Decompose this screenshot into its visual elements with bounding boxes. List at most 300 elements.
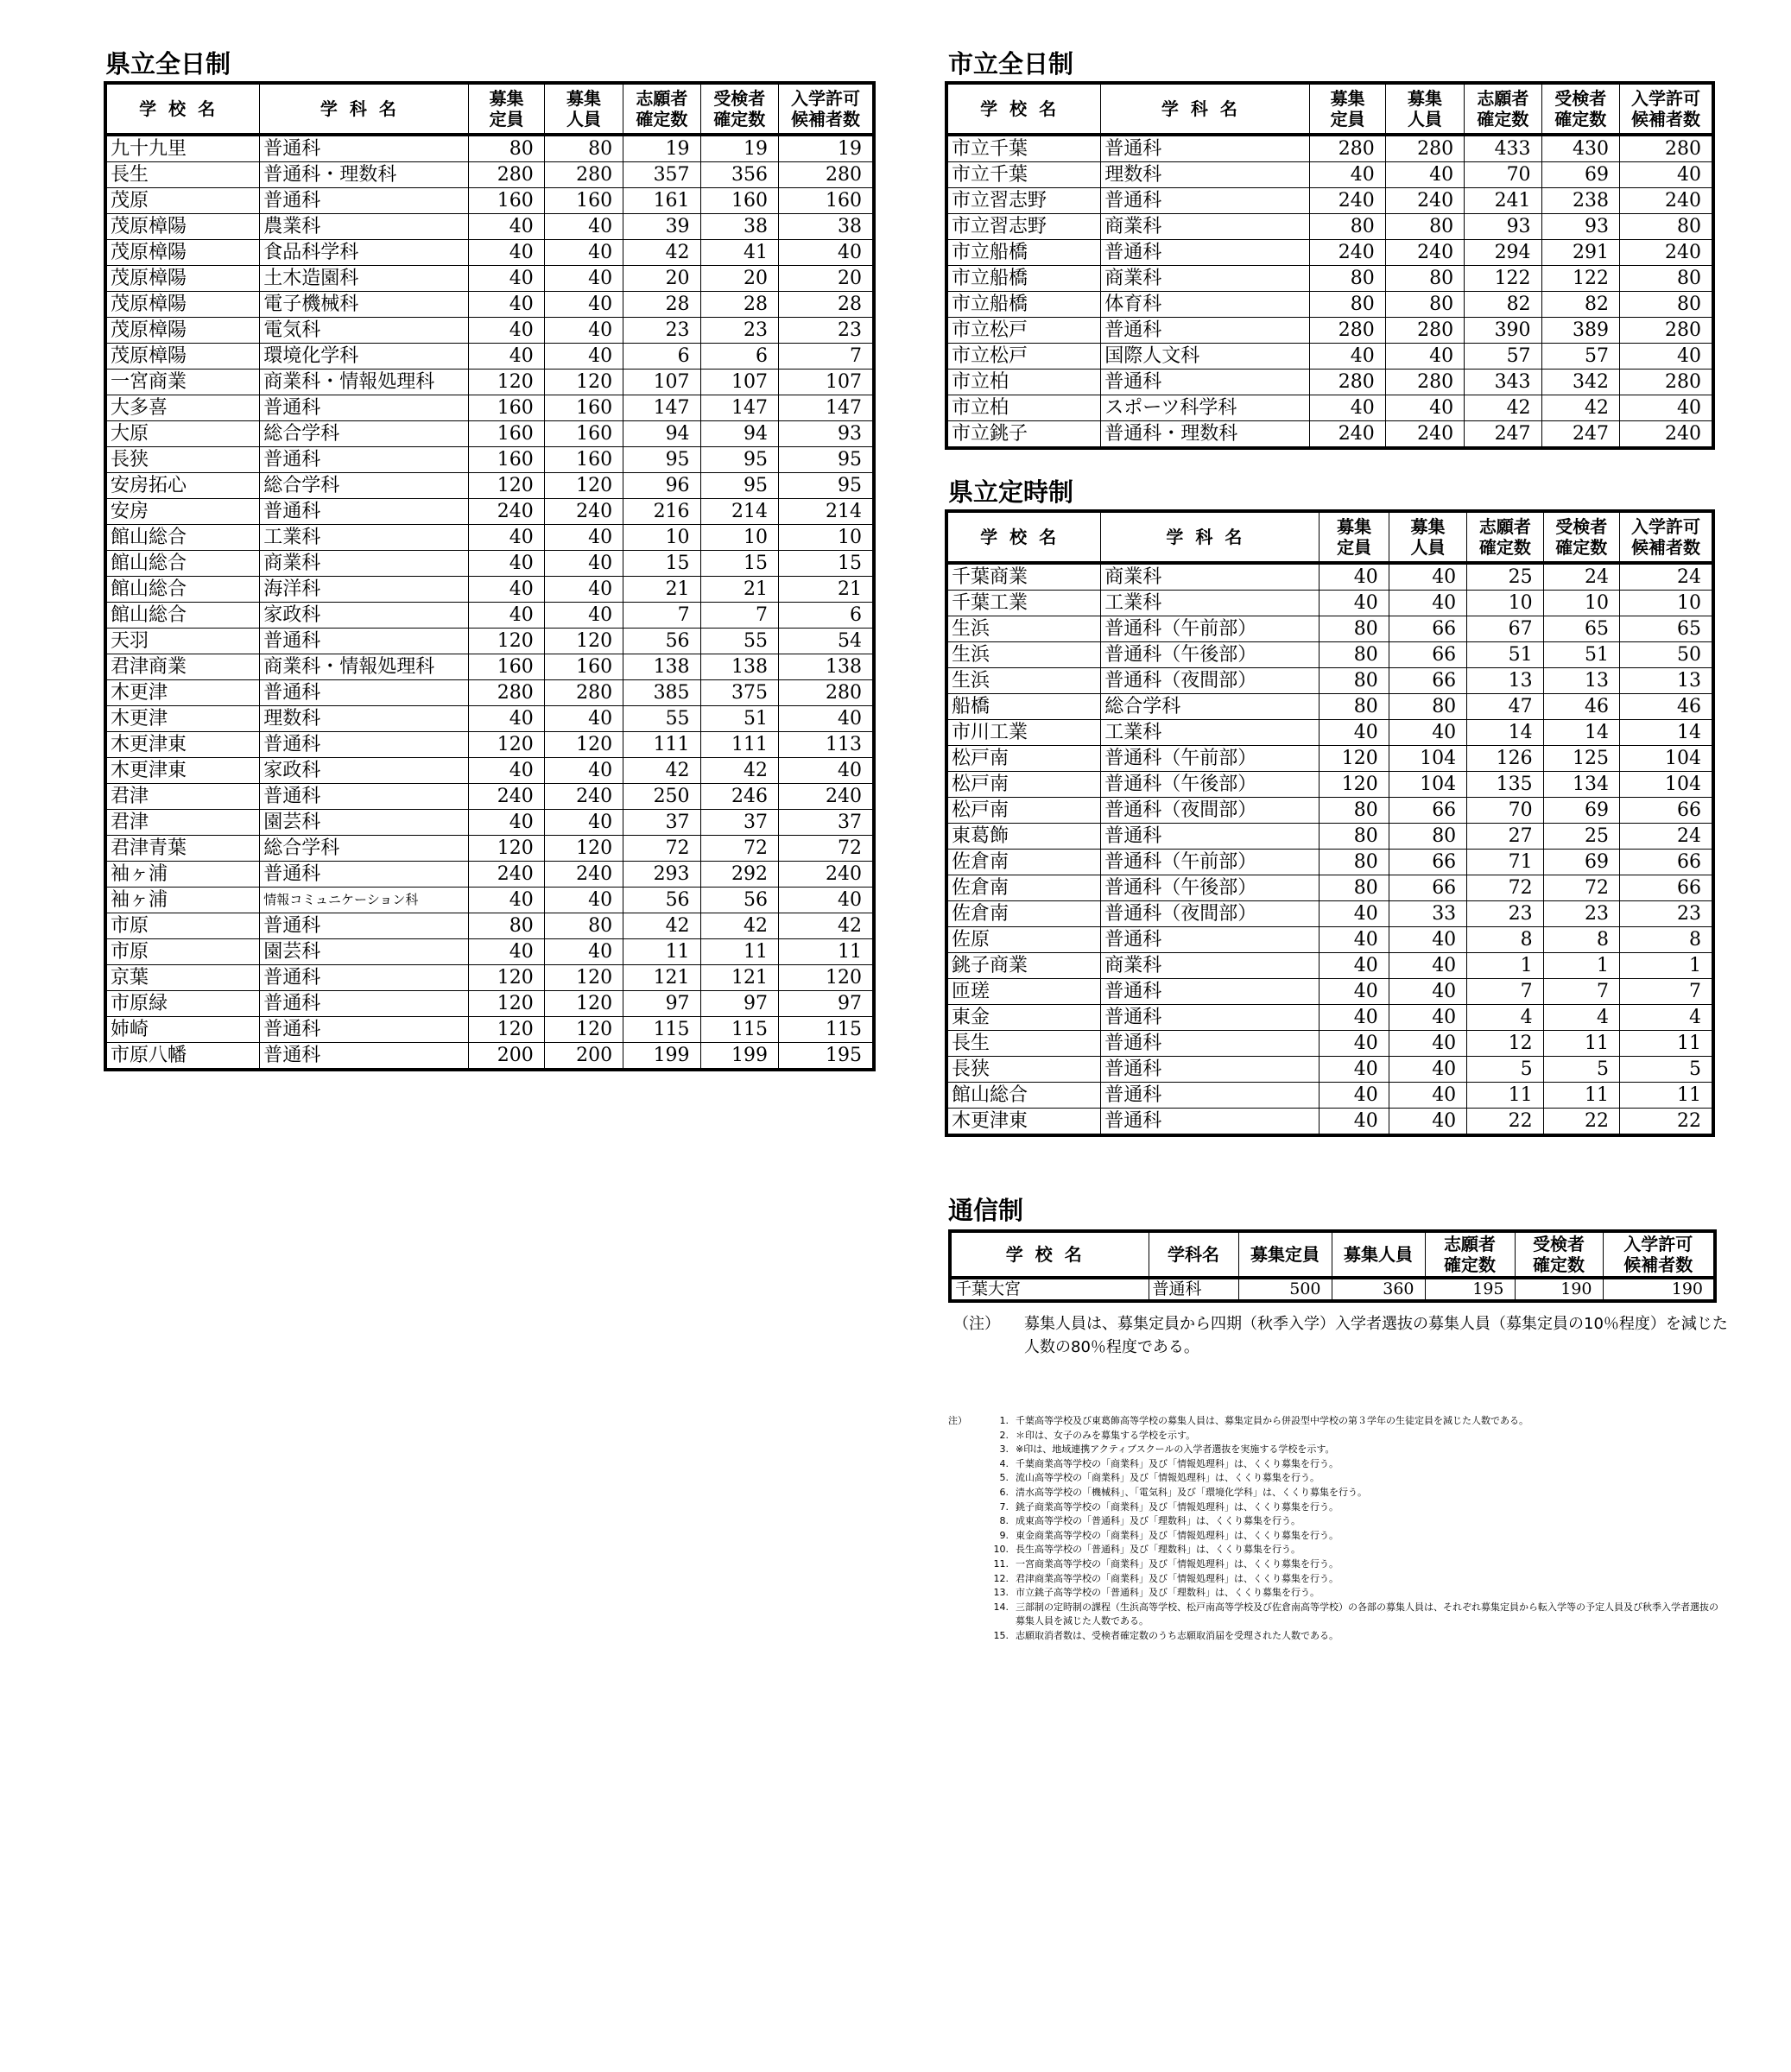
admitted-cell: 38 — [778, 214, 874, 240]
applicants-cell: 70 — [1467, 798, 1543, 824]
examinees-cell: 93 — [1541, 214, 1619, 240]
table-row — [105, 135, 874, 162]
footnote-number: 10. — [993, 1544, 1009, 1556]
department-name-cell: 普通科（午前部） — [1101, 746, 1320, 772]
department-name-cell: 普通科 — [260, 629, 469, 654]
school-name-cell: 生浜 — [946, 642, 1101, 668]
examinees-cell: 356 — [700, 162, 778, 188]
header-school-name: 学校名 — [950, 1231, 1149, 1278]
admitted-cell: 147 — [778, 395, 874, 421]
school-name-cell: 君津商業 — [105, 654, 260, 680]
school-name-cell: 佐倉南 — [946, 901, 1101, 927]
admitted-cell: 280 — [778, 162, 874, 188]
applicants-cell: 10 — [1467, 591, 1543, 616]
examinees-cell: 7 — [700, 603, 778, 629]
capacity-cell: 120 — [1320, 746, 1389, 772]
recruitment-cell: 160 — [544, 188, 623, 214]
applicants-cell: 39 — [623, 214, 700, 240]
table-row — [105, 862, 874, 888]
capacity-cell: 40 — [1320, 563, 1389, 591]
applicants-cell: 96 — [623, 473, 700, 499]
department-name-cell: 普通科・理数科 — [260, 162, 469, 188]
table-row — [105, 836, 874, 862]
table-row — [946, 266, 1713, 292]
department-name-cell: 商業科・情報処理科 — [260, 654, 469, 680]
footnote-item — [948, 1486, 1725, 1500]
school-name-cell: 佐倉南 — [946, 875, 1101, 901]
applicants-cell: 72 — [1467, 875, 1543, 901]
school-name-cell: 館山総合 — [946, 1083, 1101, 1109]
school-name-cell: 茂原樟陽 — [105, 318, 260, 344]
admitted-cell: 21 — [778, 577, 874, 603]
department-name-cell: 総合学科 — [260, 473, 469, 499]
capacity-cell: 80 — [1310, 292, 1385, 318]
header-admitted: 入学許可 候補者数 — [1619, 511, 1713, 563]
applicants-cell: 390 — [1465, 318, 1541, 344]
examinees-cell: 147 — [700, 395, 778, 421]
header-department-name: 学科名 — [1101, 511, 1320, 563]
examinees-cell: 21 — [700, 577, 778, 603]
capacity-cell: 40 — [1320, 927, 1389, 953]
table-row — [946, 421, 1713, 449]
capacity-cell: 40 — [469, 240, 544, 266]
capacity-cell: 280 — [1310, 370, 1385, 395]
examinees-cell: 46 — [1543, 694, 1619, 720]
recruitment-cell: 80 — [1389, 694, 1466, 720]
recruitment-cell: 160 — [544, 654, 623, 680]
department-name-cell: 普通科 — [1101, 1057, 1320, 1083]
school-name-cell: 市立銚子 — [946, 421, 1101, 449]
school-name-cell: 市立船橋 — [946, 240, 1101, 266]
table-row — [946, 395, 1713, 421]
table-row — [105, 162, 874, 188]
recruitment-cell: 80 — [1385, 214, 1464, 240]
department-name-cell: 普通科 — [260, 680, 469, 706]
admitted-cell: 42 — [778, 913, 874, 939]
applicants-cell: 111 — [623, 732, 700, 758]
school-name-cell: 一宮商業 — [105, 370, 260, 395]
recruitment-cell: 200 — [544, 1043, 623, 1071]
table-row — [105, 706, 874, 732]
school-name-cell: 船橋 — [946, 694, 1101, 720]
department-name-cell: 普通科 — [260, 1017, 469, 1043]
examinees-cell: 82 — [1541, 292, 1619, 318]
footnote-text: 長生高等学校の「普通科」及び「理数科」は、くくり募集を行う。 — [1016, 1544, 1301, 1556]
footnote-item — [948, 1414, 1725, 1429]
admitted-cell: 7 — [1619, 979, 1713, 1005]
capacity-cell: 80 — [469, 135, 544, 162]
capacity-cell: 160 — [469, 395, 544, 421]
capacity-cell: 120 — [469, 836, 544, 862]
applicants-cell: 28 — [623, 292, 700, 318]
recruitment-cell: 240 — [544, 862, 623, 888]
recruitment-cell: 40 — [544, 551, 623, 577]
examinees-cell: 7 — [1543, 979, 1619, 1005]
department-name-cell: 商業科 — [1101, 266, 1310, 292]
department-name-cell: 普通科 — [260, 913, 469, 939]
admitted-cell: 113 — [778, 732, 874, 758]
applicants-cell: 5 — [1467, 1057, 1543, 1083]
capacity-cell: 160 — [469, 421, 544, 447]
applicants-cell: 23 — [623, 318, 700, 344]
admitted-cell: 22 — [1619, 1109, 1713, 1136]
admitted-cell: 104 — [1619, 746, 1713, 772]
applicants-cell: 20 — [623, 266, 700, 292]
admitted-cell: 24 — [1619, 824, 1713, 850]
recruitment-cell: 66 — [1389, 642, 1466, 668]
school-name-cell: 銚子商業 — [946, 953, 1101, 979]
admitted-cell: 240 — [1619, 421, 1713, 449]
applicants-cell: 385 — [623, 680, 700, 706]
examinees-cell: 72 — [1543, 875, 1619, 901]
table-row — [105, 732, 874, 758]
school-name-cell: 松戸南 — [946, 798, 1101, 824]
capacity-cell: 120 — [469, 965, 544, 991]
recruitment-cell: 40 — [544, 888, 623, 913]
recruitment-cell: 40 — [544, 810, 623, 836]
recruitment-cell: 280 — [1385, 370, 1464, 395]
school-name-cell: 茂原 — [105, 188, 260, 214]
table-row — [105, 395, 874, 421]
department-name-cell: 普通科 — [260, 1043, 469, 1071]
recruitment-cell: 66 — [1389, 875, 1466, 901]
department-name-cell: 商業科 — [1101, 214, 1310, 240]
admitted-cell: 107 — [778, 370, 874, 395]
table-row — [105, 965, 874, 991]
footnote-number: 14. — [993, 1601, 1009, 1613]
applicants-cell: 294 — [1465, 240, 1541, 266]
footnote-text: 市立銚子高等学校の「普通科」及び「理数科」は、くくり募集を行う。 — [1016, 1587, 1320, 1599]
school-name-cell: 市原緑 — [105, 991, 260, 1017]
applicants-cell: 23 — [1467, 901, 1543, 927]
header-applicants: 志願者 確定数 — [1425, 1231, 1515, 1278]
recruitment-cell: 160 — [544, 421, 623, 447]
footnote-text: 千葉高等学校及び東葛飾高等学校の募集人員は、募集定員から併設型中学校の第３学年の生徒定員を減じた人数である。 — [1016, 1415, 1528, 1426]
capacity-cell: 80 — [1310, 214, 1385, 240]
examinees-cell: 65 — [1543, 616, 1619, 642]
school-name-cell: 松戸南 — [946, 746, 1101, 772]
school-name-cell: 市原八幡 — [105, 1043, 260, 1071]
examinees-cell: 8 — [1543, 927, 1619, 953]
capacity-cell: 120 — [469, 370, 544, 395]
recruitment-cell: 40 — [544, 758, 623, 784]
examinees-cell: 122 — [1541, 266, 1619, 292]
department-name-cell: 普通科 — [1101, 824, 1320, 850]
admitted-cell: 214 — [778, 499, 874, 525]
department-name-cell: 普通科 — [260, 499, 469, 525]
applicants-cell: 94 — [623, 421, 700, 447]
recruitment-cell: 40 — [1389, 979, 1466, 1005]
table-row — [105, 447, 874, 473]
department-name-cell: 農業科 — [260, 214, 469, 240]
table-row — [105, 499, 874, 525]
school-name-cell: 東金 — [946, 1005, 1101, 1031]
department-name-cell: 工業科 — [260, 525, 469, 551]
admitted-cell: 11 — [1619, 1031, 1713, 1057]
department-name-cell: 土木造園科 — [260, 266, 469, 292]
school-name-cell: 市原 — [105, 913, 260, 939]
department-name-cell: 普通科（午後部） — [1101, 875, 1320, 901]
footnote-text: 三部制の定時制の課程（生浜高等学校、松戸南高等学校及び佐倉南高等学校）の各部の募集人員は、それぞれ募集定員から転入学等の予定人員及び秋季入学者選抜の募集人員を減じた人数である。 — [1016, 1601, 1718, 1627]
applicants-cell: 56 — [623, 888, 700, 913]
school-name-cell: 松戸南 — [946, 772, 1101, 798]
school-name-cell: 木更津東 — [946, 1109, 1101, 1136]
recruitment-cell: 120 — [544, 732, 623, 758]
admitted-cell: 14 — [1619, 720, 1713, 746]
admitted-cell: 104 — [1619, 772, 1713, 798]
school-name-cell: 千葉大宮 — [950, 1278, 1149, 1301]
admitted-cell: 72 — [778, 836, 874, 862]
recruitment-cell: 120 — [544, 473, 623, 499]
applicants-cell: 37 — [623, 810, 700, 836]
recruitment-cell: 280 — [544, 680, 623, 706]
footnote-item — [948, 1586, 1725, 1601]
examinees-cell: 51 — [1543, 642, 1619, 668]
department-name-cell: 総合学科 — [1101, 694, 1320, 720]
applicants-cell: 121 — [623, 965, 700, 991]
section-title-correspondence: 通信制 — [948, 1196, 1024, 1225]
applicants-cell: 11 — [1467, 1083, 1543, 1109]
department-name-cell: 普通科 — [1101, 240, 1310, 266]
school-name-cell: 市立習志野 — [946, 214, 1101, 240]
examinees-cell: 1 — [1543, 953, 1619, 979]
examinees-cell: 15 — [700, 551, 778, 577]
footnote-text: 一宮商業高等学校の「商業科」及び「情報処理科」は、くくり募集を行う。 — [1016, 1557, 1339, 1570]
table-row — [105, 939, 874, 965]
table-row — [105, 370, 874, 395]
examinees-cell: 115 — [700, 1017, 778, 1043]
school-name-cell: 市立松戸 — [946, 344, 1101, 370]
capacity-cell: 240 — [1310, 240, 1385, 266]
applicants-cell: 21 — [623, 577, 700, 603]
applicants-cell: 57 — [1465, 344, 1541, 370]
school-name-cell: 館山総合 — [105, 603, 260, 629]
admitted-cell: 280 — [1619, 135, 1713, 162]
footnote-item — [948, 1629, 1725, 1644]
header-recruitment: 募集人員 — [1332, 1231, 1425, 1278]
table-row — [946, 616, 1713, 642]
department-name-cell: 普通科 — [260, 135, 469, 162]
applicants-cell: 6 — [623, 344, 700, 370]
school-name-cell: 長狭 — [105, 447, 260, 473]
table-row — [946, 214, 1713, 240]
applicants-cell: 115 — [623, 1017, 700, 1043]
recruitment-cell: 40 — [1389, 953, 1466, 979]
applicants-cell: 138 — [623, 654, 700, 680]
school-name-cell: 市立習志野 — [946, 188, 1101, 214]
table-row — [105, 629, 874, 654]
examinees-cell: 42 — [700, 758, 778, 784]
applicants-cell: 161 — [623, 188, 700, 214]
admitted-cell: 95 — [778, 473, 874, 499]
recruitment-cell: 120 — [544, 991, 623, 1017]
examinees-cell: 11 — [1543, 1031, 1619, 1057]
department-name-cell: 総合学科 — [260, 421, 469, 447]
admitted-cell: 65 — [1619, 616, 1713, 642]
admitted-cell: 240 — [1619, 240, 1713, 266]
recruitment-cell: 66 — [1389, 616, 1466, 642]
table-row — [946, 668, 1713, 694]
capacity-cell: 40 — [469, 939, 544, 965]
capacity-cell: 240 — [469, 784, 544, 810]
admitted-cell: 11 — [778, 939, 874, 965]
applicants-cell: 13 — [1467, 668, 1543, 694]
recruitment-cell: 104 — [1389, 772, 1466, 798]
examinees-cell: 69 — [1541, 162, 1619, 188]
school-name-cell: 千葉商業 — [946, 563, 1101, 591]
department-name-cell: 普通科 — [1149, 1278, 1238, 1301]
examinees-cell: 24 — [1543, 563, 1619, 591]
department-name-cell: 海洋科 — [260, 577, 469, 603]
admitted-cell: 280 — [778, 680, 874, 706]
school-name-cell: 君津 — [105, 784, 260, 810]
examinees-cell: 37 — [700, 810, 778, 836]
header-department-name: 学科名 — [260, 83, 469, 135]
examinees-cell: 23 — [700, 318, 778, 344]
recruitment-cell: 80 — [1385, 266, 1464, 292]
footnote-text: 志願取消者数は、受検者確定数のうち志願取消届を受理された人数である。 — [1016, 1629, 1339, 1641]
footnote-text: 東金商業高等学校の「商業科」及び「情報処理科」は、くくり募集を行う。 — [1016, 1529, 1339, 1541]
applicants-cell: 343 — [1465, 370, 1541, 395]
capacity-cell: 120 — [469, 732, 544, 758]
examinees-cell: 42 — [1541, 395, 1619, 421]
examinees-cell: 6 — [700, 344, 778, 370]
capacity-cell: 40 — [469, 292, 544, 318]
header-capacity: 募集定員 — [1238, 1231, 1332, 1278]
main-note-text: 募集人員は、募集定員から四期（秋季入学）入学者選抜の募集人員（募集定員の10％程度）を減じた人数の80％程度である。 — [1024, 1315, 1728, 1356]
capacity-cell: 120 — [469, 629, 544, 654]
recruitment-cell: 66 — [1389, 850, 1466, 875]
department-name-cell: 普通科 — [260, 188, 469, 214]
applicants-cell: 93 — [1465, 214, 1541, 240]
examinees-cell: 14 — [1543, 720, 1619, 746]
school-name-cell: 館山総合 — [105, 551, 260, 577]
admitted-cell: 6 — [778, 603, 874, 629]
department-name-cell: 理数科 — [260, 706, 469, 732]
department-name-cell: 普通科 — [1101, 1031, 1320, 1057]
table-row — [105, 991, 874, 1017]
applicants-cell: 199 — [623, 1043, 700, 1071]
examinees-cell: 5 — [1543, 1057, 1619, 1083]
capacity-cell: 40 — [469, 551, 544, 577]
applicants-cell: 25 — [1467, 563, 1543, 591]
admitted-cell: 40 — [1619, 344, 1713, 370]
table-row — [105, 344, 874, 370]
capacity-cell: 40 — [1310, 162, 1385, 188]
school-name-cell: 市立千葉 — [946, 135, 1101, 162]
capacity-cell: 40 — [469, 318, 544, 344]
applicants-cell: 122 — [1465, 266, 1541, 292]
footnote-text: ＊印は、女子のみを募集する学校を示す。 — [1016, 1429, 1196, 1441]
table-row — [105, 810, 874, 836]
admitted-cell: 40 — [778, 706, 874, 732]
capacity-cell: 500 — [1238, 1278, 1332, 1301]
table-row — [946, 1109, 1713, 1136]
header-department-name: 学科名 — [1149, 1231, 1238, 1278]
table-row — [105, 913, 874, 939]
school-name-cell: 九十九里 — [105, 135, 260, 162]
recruitment-cell: 240 — [1385, 240, 1464, 266]
table-municipal-fulltime — [945, 81, 1715, 450]
applicants-cell: 10 — [623, 525, 700, 551]
department-name-cell: 家政科 — [260, 758, 469, 784]
department-name-cell: 普通科 — [260, 447, 469, 473]
recruitment-cell: 40 — [1385, 162, 1464, 188]
admitted-cell: 19 — [778, 135, 874, 162]
department-name-cell: 普通科 — [1101, 318, 1310, 344]
admitted-cell: 40 — [778, 758, 874, 784]
footnote-number: 4. — [999, 1457, 1009, 1469]
admitted-cell: 8 — [1619, 927, 1713, 953]
applicants-cell: 22 — [1467, 1109, 1543, 1136]
table-row — [946, 824, 1713, 850]
recruitment-cell: 40 — [544, 939, 623, 965]
recruitment-cell: 40 — [544, 240, 623, 266]
examinees-cell: 51 — [700, 706, 778, 732]
admitted-cell: 280 — [1619, 318, 1713, 344]
recruitment-cell: 40 — [1385, 395, 1464, 421]
department-name-cell: 普通科（夜間部） — [1101, 901, 1320, 927]
section-title-prefectural-fulltime: 県立全日制 — [105, 49, 231, 79]
school-name-cell: 館山総合 — [105, 577, 260, 603]
header-school-name: 学校名 — [946, 83, 1101, 135]
school-name-cell: 佐倉南 — [946, 850, 1101, 875]
capacity-cell: 40 — [469, 888, 544, 913]
school-name-cell: 市立松戸 — [946, 318, 1101, 344]
recruitment-cell: 40 — [544, 344, 623, 370]
footnote-item — [948, 1601, 1725, 1629]
capacity-cell: 80 — [1320, 694, 1389, 720]
admitted-cell: 40 — [1619, 162, 1713, 188]
examinees-cell: 25 — [1543, 824, 1619, 850]
applicants-cell: 195 — [1425, 1278, 1515, 1301]
department-name-cell: 普通科 — [260, 784, 469, 810]
applicants-cell: 71 — [1467, 850, 1543, 875]
capacity-cell: 160 — [469, 654, 544, 680]
school-name-cell: 市立千葉 — [946, 162, 1101, 188]
table-row — [105, 758, 874, 784]
school-name-cell: 木更津東 — [105, 732, 260, 758]
header-applicants: 志願者 確定数 — [623, 83, 700, 135]
department-name-cell: 商業科 — [1101, 563, 1320, 591]
footnote-item — [948, 1500, 1725, 1515]
department-name-cell: 家政科 — [260, 603, 469, 629]
examinees-cell: 246 — [700, 784, 778, 810]
table-row — [946, 240, 1713, 266]
department-name-cell: 普通科 — [260, 395, 469, 421]
admitted-cell: 28 — [778, 292, 874, 318]
applicants-cell: 247 — [1465, 421, 1541, 449]
examinees-cell: 94 — [700, 421, 778, 447]
school-name-cell: 茂原樟陽 — [105, 344, 260, 370]
capacity-cell: 40 — [1320, 953, 1389, 979]
capacity-cell: 80 — [1310, 266, 1385, 292]
capacity-cell: 200 — [469, 1043, 544, 1071]
admitted-cell: 240 — [1619, 188, 1713, 214]
capacity-cell: 40 — [1320, 720, 1389, 746]
examinees-cell: 10 — [1543, 591, 1619, 616]
capacity-cell: 240 — [1310, 188, 1385, 214]
school-name-cell: 大多喜 — [105, 395, 260, 421]
table-row — [105, 1043, 874, 1071]
capacity-cell: 80 — [1320, 668, 1389, 694]
admitted-cell: 240 — [778, 784, 874, 810]
applicants-cell: 8 — [1467, 927, 1543, 953]
school-name-cell: 茂原樟陽 — [105, 240, 260, 266]
school-name-cell: 木更津東 — [105, 758, 260, 784]
header-school-name: 学校名 — [946, 511, 1101, 563]
table-row — [946, 642, 1713, 668]
